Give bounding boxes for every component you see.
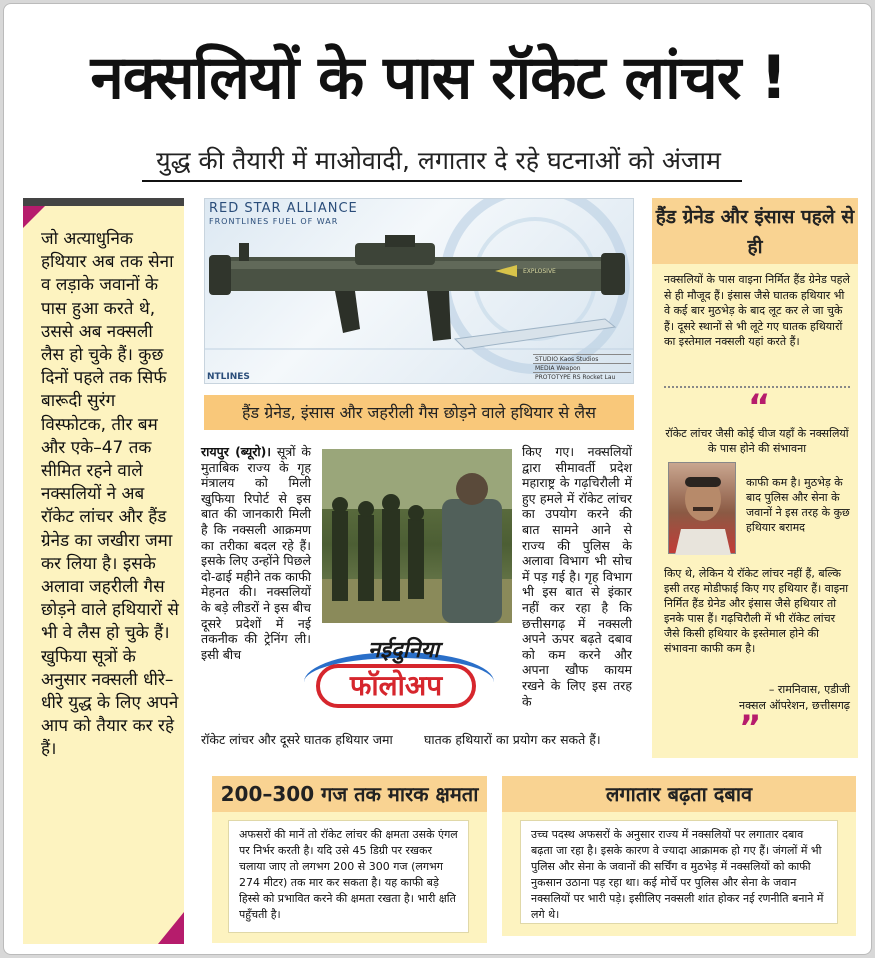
- quote-close-icon: ”: [739, 708, 762, 748]
- naxal-group-photo: [322, 449, 512, 623]
- quote-open-icon: “: [748, 387, 771, 427]
- studio-row: STUDIO Kaos Studios: [533, 354, 631, 363]
- naxal-group-drawing: [322, 449, 512, 623]
- quote-text-2: काफी कम है। मुठभेड़ के बाद पुलिस और सेना के जवानों ने इस तरह के कुछ हथियार बरामद: [746, 476, 850, 534]
- range-box: [212, 776, 487, 943]
- article-col3-tail: घातक हथियारों का प्रयोग कर सकते हैं।: [424, 732, 601, 747]
- corner-accent-top: [23, 206, 45, 228]
- article-column-1: [201, 444, 311, 744]
- image-caption: हैंड ग्रेनेड, इंसास और जहरीली गैस छोड़ने वाले हथियार से लैस: [204, 395, 634, 430]
- sidebar-box: [652, 198, 858, 758]
- subheadline: युद्ध की तैयारी में माओवादी, लगातार दे रहे घटनाओं को अंजाम: [156, 146, 721, 175]
- pressure-box: [502, 776, 856, 936]
- pressure-box-text: उच्च पदस्थ अफसरों के अनुसार राज्य में नक्सलियों पर लगातार दबाव बढ़ता जा रहा है। इसके कारण वे ज्यादा आक्रामक हो गए हैं। जंगलों में भी पुलिस और सेना के जवानों की सर्चिंग व मुठभेड़ में नक्सलियों को काफी नुकसान उठाना पड़ रहा था। कई मोर्चे पर पुलिस और सेना के जवान नक्सलियों पर भारी पड़े। इसीलिए नक्सली शांत होकर नई रणनीति बनाने में लगे थे।: [520, 820, 838, 924]
- image-label-sub: FRONTLINES FUEL OF WAR: [209, 217, 339, 226]
- article-col1-tail: रॉकेट लांचर और दूसरे घातक हथियार जमा: [201, 732, 393, 747]
- studio-row: MEDIA Weapon: [533, 363, 631, 372]
- headline: नक्सलियों के पास रॉकेट लांचर !: [90, 43, 787, 113]
- svg-text:EXPLOSIVE: EXPLOSIVE: [523, 268, 556, 275]
- left-summary-text: जो अत्याधुनिक हथियार अब तक सेना व लड़ाके जवानों के पास हुआ करते थे, उससे अब नक्सली लैस हो चुके हैं। कुछ दिनों पहले तक सिर्फ बारूदी सुरंग विस्फोटक, तीर बम और एके–47 तक सीमित रहने वाले नक्सलियों ने अब रॉकेट लांचर और हैंड ग्रेनेड का जखीरा जमा कर लिया है। इसके अलावा जहरीली गैस छोड़ने वाले हथियारों से भी वे लैस हो चुके हैं। खुफिया सूत्रों के अनुसार नक्सली धीरे–धीरे युद्ध के लिए अपने आप को तैयार कर रहे हैं।: [41, 229, 179, 760]
- studio-row: PROTOTYPE RS Rocket Lau: [533, 372, 631, 381]
- article-column-3: किए गए। नक्सलियों द्वारा सीमावर्ती प्रदेश महाराष्ट्र के गढ़चिरौली में हुए हमले में रॉकेट लांचर का उपयोग करने की बात सामने आने से राज्य की पुलिस के अलावा विभाग भी सोच में पड़ गई है। गृह विभाग भी इस बात से इंकार नहीं कर रहा है कि छत्तीसगढ़ में नक्सली अपने ऊपर बढ़ते दबाव को कम करने और अपना खौफ कायम रखने के लिए इस तरह के: [522, 444, 632, 709]
- range-box-text: अफसरों की मानें तो रॉकेट लांचर की क्षमता उसके एंगल पर निर्भर करती है। यदि उसे 45 डिग्री पर रखकर चलाया जाए तो लगभग 200 से 300 गज (लगभग 274 मीटर) तक मार कर सकता है। यह काफी बड़े हिस्से को प्रभावित करने की क्षमता रखता है। भारी क्षति पहुँचती है।: [228, 820, 469, 933]
- subheadline-underline: [142, 180, 742, 182]
- article-dateline: रायपुर (ब्यूरो)।: [201, 444, 272, 459]
- image-bottom-tag: NTLINES: [207, 372, 250, 382]
- logo-followup: फॉलोअप: [316, 664, 476, 708]
- image-label-top: RED STAR ALLIANCE: [209, 201, 358, 216]
- rocket-launcher-image: [204, 198, 634, 384]
- quote-signature-name: – रामनिवास, एडीजी: [768, 683, 850, 696]
- left-summary-column: [23, 198, 184, 944]
- quote-text-3: किए थे, लेकिन ये रॉकेट लांचर नहीं हैं, बल्कि इसी तरह मोडीफाई किए गए हथियार हैं। वाइना निर्मित हैंड ग्रेनेड और इंसास जैसे हथियार तो इनके पास हैं। गढ़चिरौली में भी रॉकेट लांचर जैसे किसी हथियार के इस्तेमाल होने की संभावना काफी कम है।: [664, 567, 849, 655]
- logo-brand: नईदुनिया: [368, 638, 440, 663]
- article-col1-text: सूत्रों के मुताबिक राज्य के गृह मंत्रालय को मिली खुफिया रिपोर्ट से इस बात की जानकारी मिली है कि नक्सली आक्रमण का तरीका बदल रहे हैं। इसके लिए उन्होंने पिछले दो-ढाई महीने तक काफी मेहनत की। नक्सलियों के बड़े लीडरों ने इस बीच दूसरे प्रदेशों में नई तकनीक की ट्रेनिंग ली। इसी बीच: [201, 444, 311, 662]
- image-studio-table: [533, 354, 631, 381]
- pressure-box-title: लगातार बढ़ता दबाव: [502, 776, 856, 812]
- quote-text-1: रॉकेट लांचर जैसी कोई चीज यहाँ के नक्सलियों के पास होने की संभावना: [665, 427, 849, 455]
- naidunia-followup-logo: [304, 634, 509, 714]
- official-portrait: [668, 462, 736, 554]
- sidebar-intro: नक्सलियों के पास वाइना निर्मित हैंड ग्रेनेड पहले से ही मौजूद हैं। इंसास जैसे घातक हथियार भी वे कई बार मुठभेड़ के बाद लूट कर ले जा चुके हैं। दूसरे स्थानों से भी लूटे गए घातक हथियारों का इस्तेमाल नक्सली यहां करते हैं।: [664, 273, 850, 348]
- sidebar-title: हैंड ग्रेनेड और इंसास पहले से ही: [652, 198, 858, 264]
- quote-signature-role: नक्सल ऑपरेशन, छत्तीसगढ़: [739, 699, 850, 712]
- range-box-title: 200–300 गज तक मारक क्षमता: [212, 776, 487, 812]
- newspaper-page: [3, 3, 872, 955]
- corner-accent-bottom: [158, 912, 184, 944]
- portrait-drawing: [669, 463, 737, 555]
